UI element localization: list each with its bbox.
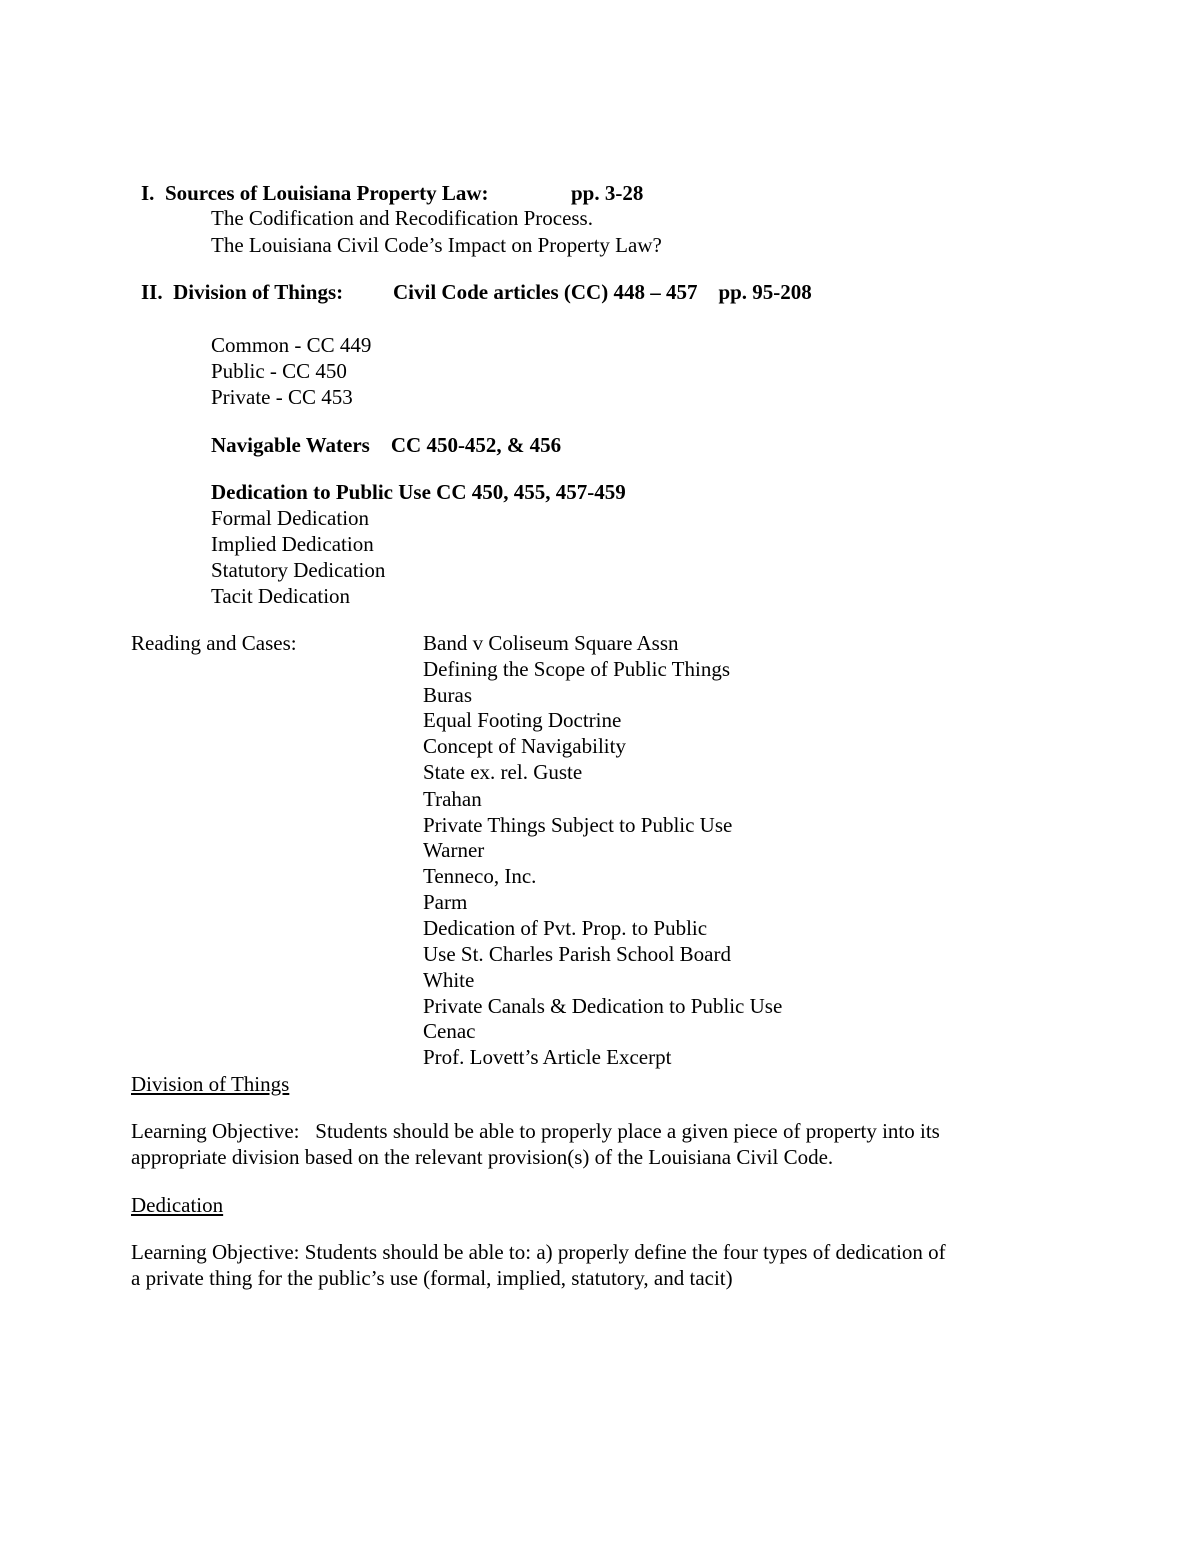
dedication-type: Statutory Dedication: [211, 558, 386, 582]
division-item: Private - CC 453: [211, 385, 353, 409]
reading-item: State ex. rel. Guste: [423, 760, 583, 784]
section2-title: Division of Things:: [173, 280, 344, 304]
reading-item: Private Canals & Dedication to Public Use: [423, 994, 783, 1018]
division-objective-heading: Division of Things: [131, 1072, 290, 1096]
reading-item: Equal Footing Doctrine: [423, 708, 622, 732]
reading-item: Cenac: [423, 1019, 476, 1043]
reading-item: Buras: [423, 683, 472, 707]
reading-item: White: [423, 968, 475, 992]
section1-item: The Louisiana Civil Code’s Impact on Property Law?: [211, 233, 662, 257]
section2-articles-text: Civil Code articles (CC) 448 – 457: [393, 280, 698, 304]
navigable-heading: Navigable Waters: [211, 433, 370, 457]
reading-item: Dedication of Pvt. Prop. to Public: [423, 916, 708, 940]
division-item: Public - CC 450: [211, 359, 347, 383]
division-objective-line: appropriate division based on the relevant provision(s) of the Louisiana Civil Code.: [131, 1145, 834, 1169]
section1-heading: [141, 180, 489, 206]
navigable-waters-heading: [211, 432, 561, 458]
dedication-heading: Dedication to Public Use CC 450, 455, 457-459: [211, 480, 626, 504]
reading-item: Parm: [423, 890, 468, 914]
navigable-articles: CC 450-452, & 456: [390, 433, 562, 457]
dedication-objective-line: Learning Objective: Students should be able to: a) properly define the four types of dedication of: [131, 1240, 946, 1264]
dedication-objective-line: a private thing for the public’s use (formal, implied, statutory, and tacit): [131, 1266, 733, 1290]
reading-item: Prof. Lovett’s Article Excerpt: [423, 1045, 672, 1069]
reading-item: Concept of Navigability: [423, 734, 626, 758]
reading-label: Reading and Cases:: [131, 631, 297, 655]
dedication-type: Formal Dedication: [211, 506, 370, 530]
section2-pages: pp. 95-208: [718, 280, 812, 304]
reading-item: Defining the Scope of Public Things: [423, 657, 730, 681]
division-objective-line: Learning Objective: Students should be able to properly place a given piece of property into its: [131, 1119, 940, 1143]
reading-item: Trahan: [423, 787, 482, 811]
reading-item: Band v Coliseum Square Assn: [423, 631, 679, 655]
section1-numeral: I.: [141, 181, 155, 205]
section1-pages: pp. 3-28: [571, 181, 644, 205]
division-item: Common - CC 449: [211, 333, 372, 357]
reading-item: Tenneco, Inc.: [423, 864, 537, 888]
dedication-objective-heading: Dedication: [131, 1193, 224, 1217]
dedication-type: Tacit Dedication: [211, 584, 351, 608]
section2-articles: [393, 279, 812, 305]
dedication-type: Implied Dedication: [211, 532, 374, 556]
reading-item: Use St. Charles Parish School Board: [423, 942, 731, 966]
reading-item: Warner: [423, 838, 485, 862]
reading-item: Private Things Subject to Public Use: [423, 813, 733, 837]
section2-heading: [141, 279, 343, 305]
section1-title: Sources of Louisiana Property Law:: [164, 181, 489, 205]
section2-numeral: II.: [141, 280, 163, 304]
section1-item: The Codification and Recodification Process.: [211, 206, 593, 230]
